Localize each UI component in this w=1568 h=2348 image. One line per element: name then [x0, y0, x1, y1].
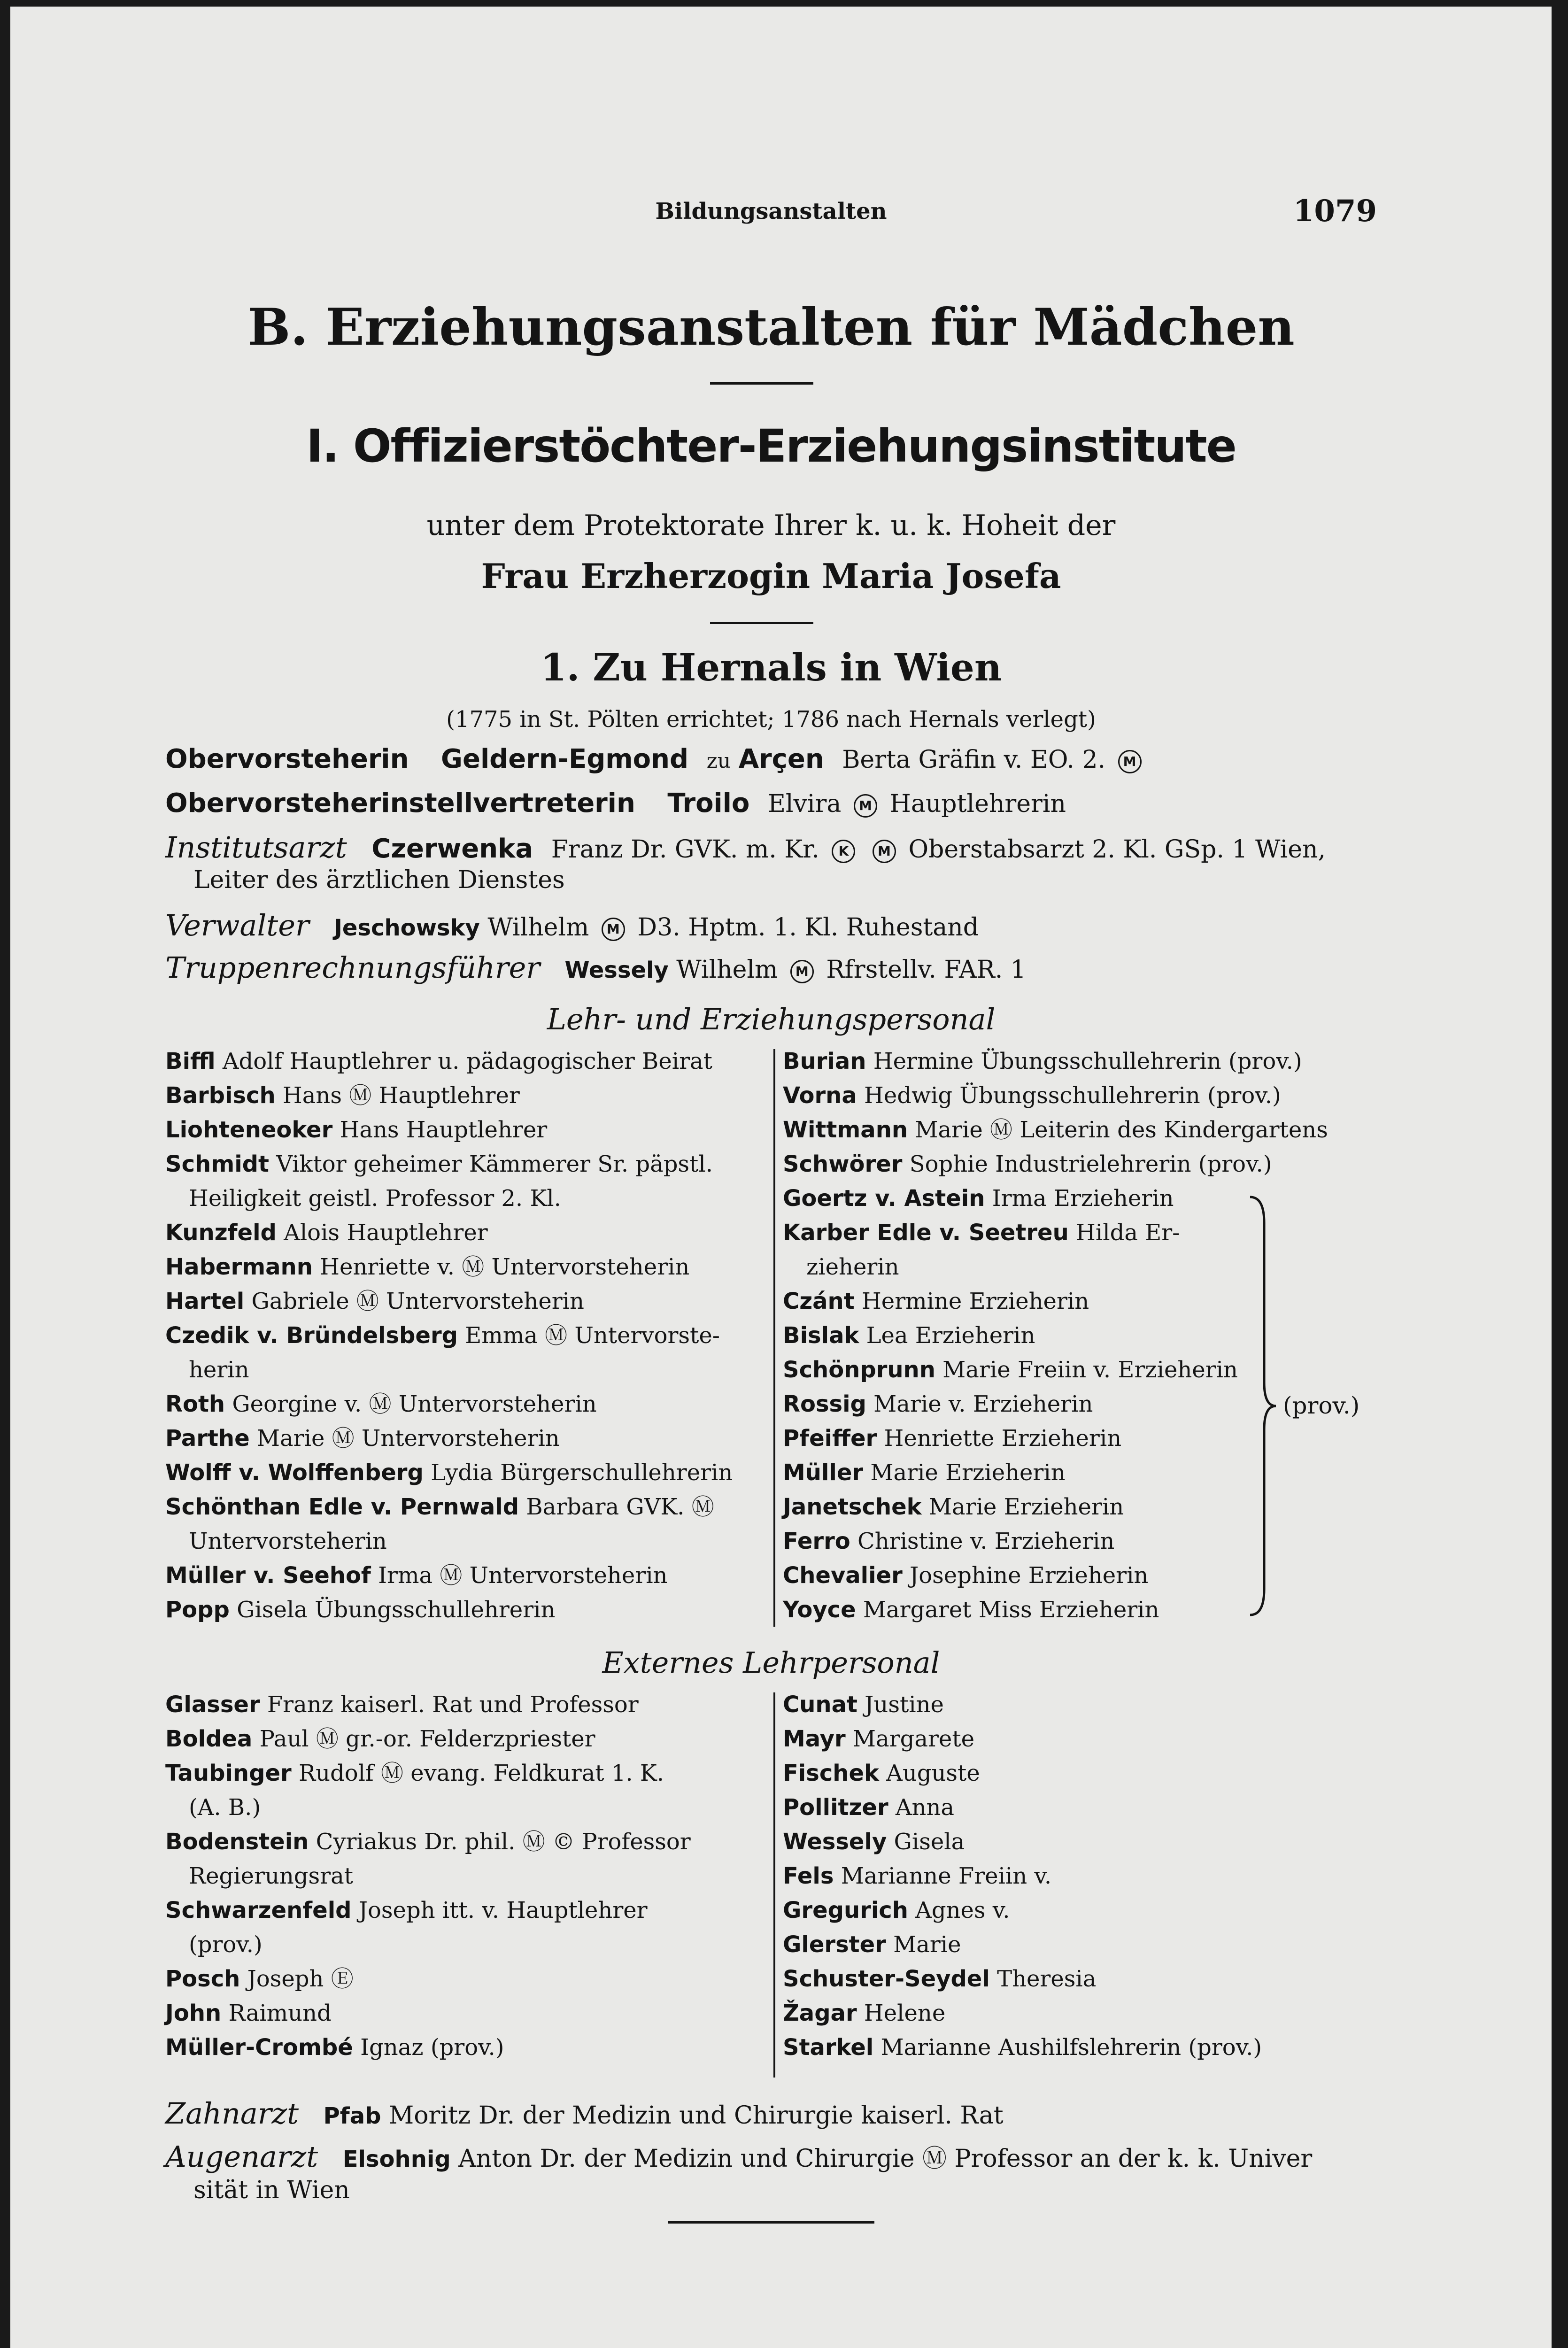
- person-details: Marie Erzieherin: [870, 1460, 1066, 1486]
- person-details: Rudolf Ⓜ evang. Feldkurat 1. K.: [298, 1760, 664, 1786]
- person-details: Hans Ⓜ Hauptlehrer: [282, 1082, 520, 1109]
- extern-heading: Externes Lehrpersonal: [602, 1645, 940, 1680]
- person-details: Agnes v.: [915, 1897, 1010, 1923]
- person-surname-2: Arçen: [738, 744, 824, 774]
- person-details: Gisela: [894, 1829, 965, 1855]
- section-title: I. Offizierstöchter-Erziehungsinstitute: [306, 420, 1236, 472]
- list-item: [165, 1044, 766, 1079]
- list-item: [783, 1421, 1377, 1456]
- person-details: Marie Ⓜ Leiterin des Kindergartens: [915, 1117, 1328, 1143]
- person-surname: Wessely: [564, 957, 669, 983]
- brace-label: (prov.): [1283, 1392, 1360, 1419]
- person-surname: Müller v. Seehof: [165, 1562, 371, 1589]
- document-page: [10, 7, 1552, 2348]
- list-item: [165, 1147, 766, 1182]
- person-details: Anton Dr. der Medizin und Chirurgie Ⓜ Professor an der k. k. Univer: [458, 2145, 1313, 2173]
- person-surname: Boldea: [165, 1726, 253, 1752]
- person-firstname: Elvira: [767, 790, 842, 818]
- chapter-title: B. Erziehungsanstalten für Mädchen: [247, 298, 1295, 357]
- list-item: [783, 1722, 1377, 1756]
- military-merit-icon: M: [873, 840, 896, 863]
- list-item: [165, 1722, 766, 1756]
- list-item: [783, 1079, 1377, 1113]
- list-item: [165, 1859, 766, 1893]
- military-merit-icon: M: [1118, 750, 1142, 773]
- person-surname: Pfab: [323, 2103, 381, 2129]
- name-particle: zu: [706, 749, 731, 773]
- staff-verwalter: [165, 908, 1377, 942]
- list-item: [165, 1996, 766, 2031]
- running-title: Bildungsanstalten: [655, 198, 887, 224]
- person-surname: Bodenstein: [165, 1829, 309, 1855]
- person-surname: Czánt: [783, 1288, 855, 1314]
- person-surname: Müller: [783, 1460, 864, 1486]
- person-surname: Hartel: [165, 1288, 245, 1314]
- person-surname: Taubinger: [165, 1760, 292, 1786]
- person-details: Margaret Miss Erzieherin: [863, 1597, 1159, 1623]
- list-item: [783, 1825, 1377, 1859]
- role-label: Zahnarzt: [165, 2096, 299, 2131]
- person-surname: Rossig: [783, 1391, 866, 1417]
- person-details: (A. B.): [189, 1794, 261, 1821]
- person-details: Regierungsrat: [189, 1863, 354, 1889]
- person-details: zieherin: [806, 1254, 899, 1280]
- divider: [710, 622, 813, 624]
- person-surname: Habermann: [165, 1254, 313, 1280]
- bottom-divider: [668, 2221, 874, 2224]
- list-item: [783, 1559, 1377, 1593]
- k-marker-icon: K: [832, 840, 855, 863]
- protectorate-name: Frau Erzherzogin Maria Josefa: [481, 556, 1061, 596]
- person-details: herin: [189, 1357, 249, 1383]
- person-details: Marie: [893, 1931, 961, 1958]
- person-surname: Popp: [165, 1597, 230, 1623]
- list-item: [783, 1044, 1377, 1079]
- person-details: Lea Erzieherin: [866, 1322, 1035, 1349]
- list-item: [165, 1319, 766, 1353]
- person-details: Marie Freiin v. Erzieherin: [942, 1357, 1238, 1383]
- staff-obervorsteherin: [165, 744, 1377, 774]
- person-details: Hauptlehrerin: [889, 790, 1066, 818]
- person-details: Helene: [864, 2000, 946, 2026]
- person-details: Moritz Dr. der Medizin und Chirurgie kaiserl. Rat: [388, 2101, 1004, 2130]
- person-details: Auguste: [886, 1760, 980, 1786]
- person-surname: Parthe: [165, 1425, 250, 1452]
- protectorate-line: unter dem Protektorate Ihrer k. u. k. Hoheit der: [426, 509, 1116, 542]
- list-item: [165, 1387, 766, 1421]
- person-details: Adolf Hauptlehrer u. pädagogischer Beirat: [222, 1048, 712, 1074]
- list-item: [783, 2031, 1377, 2065]
- column-divider: [773, 1049, 775, 1627]
- person-details: Josephine Erzieherin: [910, 1562, 1149, 1589]
- military-merit-icon: M: [854, 794, 877, 818]
- extern-right-column: [783, 1688, 1377, 2065]
- person-surname: Yoyce: [783, 1597, 856, 1623]
- person-details: Emma Ⓜ Untervorste-: [465, 1322, 720, 1349]
- person-details: Berta Gräfin v. EO. 2.: [842, 746, 1106, 774]
- person-surname: Biffl: [165, 1048, 216, 1074]
- person-surname: Chevalier: [783, 1562, 903, 1589]
- person-details: (prov.): [189, 1931, 263, 1958]
- list-item: [783, 1216, 1377, 1250]
- list-item: [783, 1791, 1377, 1825]
- list-item: [165, 1688, 766, 1722]
- person-surname: Elsohnig: [342, 2146, 451, 2172]
- divider: [710, 382, 813, 385]
- person-details: Raimund: [228, 2000, 332, 2026]
- person-details: Christine v. Erzieherin: [857, 1528, 1115, 1554]
- list-item: [165, 1284, 766, 1319]
- list-item: [165, 1490, 766, 1524]
- person-details: Irma Erzieherin: [992, 1185, 1174, 1212]
- person-details: Heiligkeit geistl. Professor 2. Kl.: [189, 1185, 561, 1212]
- person-details: D3. Hptm. 1. Kl. Ruhestand: [637, 913, 979, 942]
- list-item: [783, 1996, 1377, 2031]
- list-item: [783, 1147, 1377, 1182]
- page-number: 1079: [1293, 193, 1377, 229]
- person-details: Hans Hauptlehrer: [340, 1117, 548, 1143]
- person-surname: Janetschek: [783, 1494, 922, 1520]
- person-details: Theresia: [997, 1966, 1097, 1992]
- list-item: [783, 1319, 1377, 1353]
- list-item: [783, 1456, 1377, 1490]
- person-surname: Czerwenka: [371, 834, 533, 864]
- list-item: [165, 1559, 766, 1593]
- person-surname: Wittmann: [783, 1117, 908, 1143]
- list-item: [783, 1113, 1377, 1147]
- person-details: Henriette v. Ⓜ Untervorsteherin: [320, 1254, 690, 1280]
- list-item: [783, 1353, 1377, 1387]
- list-item: [165, 1928, 766, 1962]
- person-surname: Goertz v. Astein: [783, 1185, 985, 1212]
- list-item: [165, 1756, 766, 1791]
- military-merit-icon: M: [790, 960, 814, 983]
- list-item: [165, 1593, 766, 1627]
- person-surname: Kunzfeld: [165, 1220, 277, 1246]
- person-firstname: Wilhelm: [487, 913, 589, 942]
- list-item: [165, 1893, 766, 1928]
- person-surname: John: [165, 2000, 222, 2026]
- list-item: [165, 1182, 766, 1216]
- staff-institutsarzt: [165, 830, 1377, 865]
- extern-left-column: [165, 1688, 766, 2065]
- column-divider: [773, 1692, 775, 2078]
- person-surname: Ferro: [783, 1528, 850, 1554]
- list-item: [165, 1113, 766, 1147]
- person-surname: Schuster-Seydel: [783, 1966, 990, 1992]
- staff-zahnarzt: [165, 2096, 1377, 2131]
- role-label: Obervorsteherin: [165, 744, 409, 774]
- list-item: [165, 1962, 766, 1996]
- person-details: Sophie Industrielehrerin (prov.): [909, 1151, 1272, 1177]
- person-details: Gabriele Ⓜ Untervorsteherin: [251, 1288, 584, 1314]
- list-item: [165, 1524, 766, 1559]
- person-details: Anna: [895, 1794, 954, 1821]
- person-surname: Jeschowsky: [334, 915, 480, 941]
- subsection-title: 1. Zu Hernals in Wien: [541, 645, 1002, 689]
- person-surname: Schönthan Edle v. Pernwald: [165, 1494, 519, 1520]
- person-surname: Posch: [165, 1966, 240, 1992]
- person-details: Paul Ⓜ gr.-or. Felderzpriester: [259, 1726, 595, 1752]
- person-details: Franz Dr. GVK. m. Kr.: [551, 835, 819, 864]
- continuation-text: Leiter des ärztlichen Dienstes: [193, 866, 565, 894]
- role-label: Augenarzt: [165, 2139, 318, 2174]
- person-details: Untervorsteherin: [189, 1528, 387, 1554]
- list-item: [165, 1353, 766, 1387]
- person-details: Rfrstellv. FAR. 1: [826, 956, 1026, 984]
- person-details: Margarete: [852, 1726, 975, 1752]
- list-item: [165, 1079, 766, 1113]
- list-item: [165, 1791, 766, 1825]
- lehr-left-column: [165, 1044, 766, 1627]
- list-item: [783, 1182, 1377, 1216]
- person-surname: Müller-Crombé: [165, 2034, 353, 2061]
- person-surname: Geldern-Egmond: [441, 744, 689, 774]
- person-details: Joseph Ⓔ: [247, 1966, 354, 1992]
- list-item: [783, 1593, 1377, 1627]
- person-surname: Karber Edle v. Seetreu: [783, 1220, 1069, 1246]
- person-details: Joseph itt. v. Hauptlehrer: [358, 1897, 648, 1923]
- person-details: Alois Hauptlehrer: [284, 1220, 488, 1246]
- person-surname: Vorna: [783, 1082, 857, 1109]
- brace-icon: [1245, 1195, 1278, 1617]
- list-item: [783, 1688, 1377, 1722]
- list-item: [783, 1962, 1377, 1996]
- person-details: Hermine Erzieherin: [861, 1288, 1089, 1314]
- person-details: Marianne Freiin v.: [841, 1863, 1052, 1889]
- person-details: Hermine Übungsschullehrerin (prov.): [873, 1048, 1302, 1074]
- role-label: Truppenrechnungsführer: [165, 950, 540, 985]
- person-surname: Schönprunn: [783, 1357, 935, 1383]
- person-details-2: Oberstabsarzt 2. Kl. GSp. 1 Wien,: [908, 835, 1326, 864]
- person-details: Gisela Übungsschullehrerin: [237, 1597, 556, 1623]
- person-details: Irma Ⓜ Untervorsteherin: [378, 1562, 668, 1589]
- person-surname: Pollitzer: [783, 1794, 888, 1821]
- list-item: [783, 1893, 1377, 1928]
- person-details: Marie v. Erzieherin: [873, 1391, 1093, 1417]
- person-surname: Troilo: [667, 788, 750, 819]
- staff-rechnungsfuehrer: [165, 950, 1377, 985]
- person-surname: Wessely: [783, 1829, 887, 1855]
- person-surname: Burian: [783, 1048, 866, 1074]
- person-details: Viktor geheimer Kämmerer Sr. päpstl.: [276, 1151, 713, 1177]
- staff-institutsarzt-cont: [193, 866, 1405, 894]
- list-item: [783, 1284, 1377, 1319]
- list-item: [783, 1859, 1377, 1893]
- person-surname: Schwarzenfeld: [165, 1897, 352, 1923]
- list-item: [165, 1216, 766, 1250]
- person-details: Hedwig Übungsschullehrerin (prov.): [864, 1082, 1281, 1109]
- staff-augenarzt: [165, 2139, 1377, 2174]
- person-surname: Schmidt: [165, 1151, 269, 1177]
- lehr-right-column: [783, 1044, 1377, 1627]
- role-label: Verwalter: [165, 908, 309, 942]
- person-surname: Žagar: [783, 2000, 857, 2026]
- person-details: Marie Ⓜ Untervorsteherin: [256, 1425, 560, 1452]
- lehr-heading: Lehr- und Erziehungspersonal: [547, 1002, 996, 1036]
- list-item: [165, 1825, 766, 1859]
- military-merit-icon: M: [602, 918, 625, 941]
- person-surname: Mayr: [783, 1726, 846, 1752]
- person-surname: Bislak: [783, 1322, 859, 1349]
- person-firstname: Wilhelm: [676, 956, 778, 984]
- person-surname: Czedik v. Bründelsberg: [165, 1322, 458, 1349]
- person-surname: Starkel: [783, 2034, 874, 2061]
- list-item: [783, 1490, 1377, 1524]
- person-surname: Liohteneoker: [165, 1117, 333, 1143]
- staff-augenarzt-cont: [193, 2176, 1405, 2204]
- list-item: [165, 2031, 766, 2065]
- list-item: [165, 1456, 766, 1490]
- person-details: Lydia Bürgerschullehrerin: [431, 1460, 733, 1486]
- role-label: Institutsarzt: [165, 830, 347, 865]
- person-details: Justine: [865, 1691, 944, 1718]
- person-surname: Barbisch: [165, 1082, 276, 1109]
- founding-note: (1775 in St. Pölten errichtet; 1786 nach Hernals verlegt): [446, 706, 1096, 733]
- list-item: [783, 1928, 1377, 1962]
- list-item: [783, 1756, 1377, 1791]
- list-item: [165, 1421, 766, 1456]
- person-details: Hilda Er-: [1076, 1220, 1180, 1246]
- person-surname: Glasser: [165, 1691, 260, 1718]
- person-details: Cyriakus Dr. phil. Ⓜ © Professor: [316, 1829, 691, 1855]
- person-surname: Gregurich: [783, 1897, 908, 1923]
- person-details: Henriette Erzieherin: [884, 1425, 1122, 1452]
- person-surname: Schwörer: [783, 1151, 903, 1177]
- person-surname: Pfeiffer: [783, 1425, 877, 1452]
- person-surname: Glerster: [783, 1931, 886, 1958]
- person-details: Marie Erzieherin: [928, 1494, 1124, 1520]
- staff-stellvertreterin: [165, 788, 1377, 819]
- list-item: [783, 1524, 1377, 1559]
- running-header: [165, 193, 1377, 236]
- person-details: Barbara GVK. Ⓜ: [526, 1494, 714, 1520]
- list-item: [165, 1250, 766, 1284]
- person-surname: Cunat: [783, 1691, 857, 1718]
- person-details: Franz kaiserl. Rat und Professor: [267, 1691, 639, 1718]
- list-item: [783, 1250, 1377, 1284]
- person-details: Ignaz (prov.): [360, 2034, 504, 2061]
- person-surname: Roth: [165, 1391, 225, 1417]
- role-label: Obervorsteherinstellvertreterin: [165, 788, 635, 819]
- person-details: Marianne Aushilfslehrerin (prov.): [881, 2034, 1262, 2061]
- person-details: Georgine v. Ⓜ Untervorsteherin: [232, 1391, 597, 1417]
- person-surname: Fels: [783, 1863, 834, 1889]
- person-surname: Fischek: [783, 1760, 879, 1786]
- person-surname: Wolff v. Wolffenberg: [165, 1460, 424, 1486]
- continuation-text: sität in Wien: [193, 2176, 350, 2204]
